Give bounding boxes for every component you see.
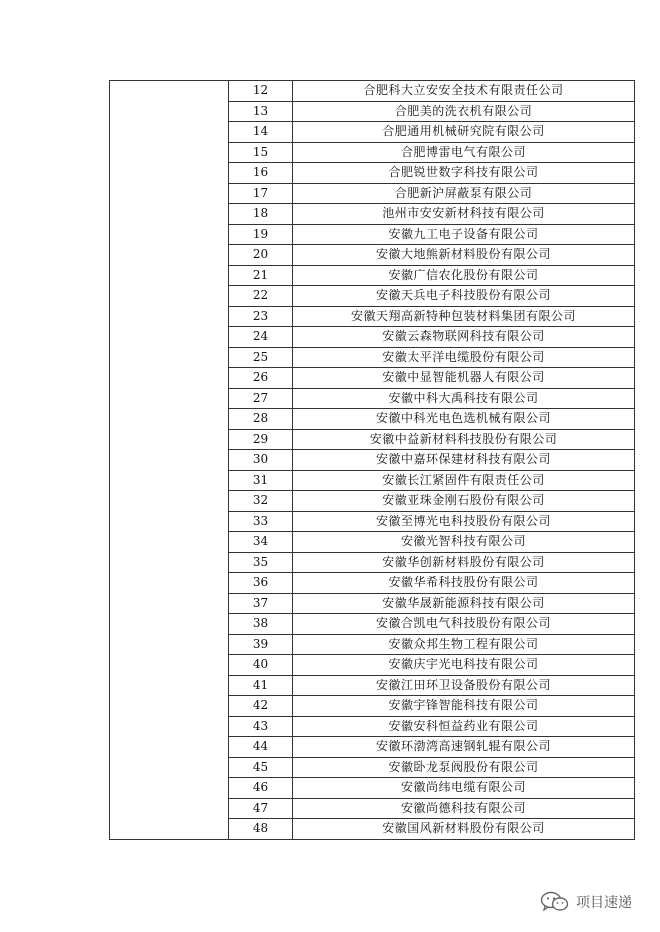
row-number: 19 — [229, 224, 293, 245]
row-number: 15 — [229, 142, 293, 163]
company-name: 安徽众邦生物工程有限公司 — [293, 634, 635, 655]
row-number: 23 — [229, 306, 293, 327]
row-number: 35 — [229, 552, 293, 573]
company-name: 安徽尚纬电缆有限公司 — [293, 778, 635, 799]
company-name: 安徽中科大禹科技有限公司 — [293, 388, 635, 409]
row-number: 34 — [229, 532, 293, 553]
row-number: 46 — [229, 778, 293, 799]
company-name: 安徽长江紧固件有限责任公司 — [293, 470, 635, 491]
row-number: 18 — [229, 204, 293, 225]
company-name: 安徽光智科技有限公司 — [293, 532, 635, 553]
company-name: 合肥新沪屏蔽泵有限公司 — [293, 183, 635, 204]
row-number: 16 — [229, 163, 293, 184]
row-number: 32 — [229, 491, 293, 512]
company-name: 安徽华希科技股份有限公司 — [293, 573, 635, 594]
row-number: 43 — [229, 716, 293, 737]
row-number: 44 — [229, 737, 293, 758]
company-name: 安徽国风新材料股份有限公司 — [293, 819, 635, 840]
company-name: 合肥锐世数字科技有限公司 — [293, 163, 635, 184]
company-name: 安徽江田环卫设备股份有限公司 — [293, 675, 635, 696]
row-number: 12 — [229, 81, 293, 102]
table-row — [110, 81, 635, 102]
row-number: 36 — [229, 573, 293, 594]
company-name: 安徽安科恒益药业有限公司 — [293, 716, 635, 737]
row-number: 21 — [229, 265, 293, 286]
table-body — [110, 81, 635, 840]
row-number: 27 — [229, 388, 293, 409]
company-table — [109, 80, 635, 840]
company-name: 安徽庆宇光电科技有限公司 — [293, 655, 635, 676]
row-number: 37 — [229, 593, 293, 614]
company-name: 安徽天翔高新特种包装材料集团有限公司 — [293, 306, 635, 327]
company-name: 安徽太平洋电缆股份有限公司 — [293, 347, 635, 368]
company-name: 安徽尚德科技有限公司 — [293, 798, 635, 819]
row-number: 38 — [229, 614, 293, 635]
company-name: 安徽九工电子设备有限公司 — [293, 224, 635, 245]
row-number: 24 — [229, 327, 293, 348]
company-name: 安徽华晟新能源科技有限公司 — [293, 593, 635, 614]
watermark — [540, 889, 632, 915]
row-number: 31 — [229, 470, 293, 491]
row-number: 39 — [229, 634, 293, 655]
company-name: 安徽华创新材料股份有限公司 — [293, 552, 635, 573]
row-number: 41 — [229, 675, 293, 696]
company-name: 安徽广信农化股份有限公司 — [293, 265, 635, 286]
company-name: 安徽中显智能机器人有限公司 — [293, 368, 635, 389]
company-name: 合肥科大立安安全技术有限责任公司 — [293, 81, 635, 102]
row-number: 17 — [229, 183, 293, 204]
row-number: 45 — [229, 757, 293, 778]
company-name: 安徽亚珠金刚石股份有限公司 — [293, 491, 635, 512]
row-number: 40 — [229, 655, 293, 676]
row-number: 26 — [229, 368, 293, 389]
company-name: 安徽宇锋智能科技有限公司 — [293, 696, 635, 717]
company-name: 安徽中益新材料科技股份有限公司 — [293, 429, 635, 450]
company-name: 安徽天兵电子科技股份有限公司 — [293, 286, 635, 307]
watermark-text: 项目速递 — [576, 895, 632, 911]
company-name: 安徽大地熊新材料股份有限公司 — [293, 245, 635, 266]
row-number: 47 — [229, 798, 293, 819]
row-number: 13 — [229, 101, 293, 122]
company-name: 池州市安安新材科技有限公司 — [293, 204, 635, 225]
company-name: 安徽环渤湾高速钢轧辊有限公司 — [293, 737, 635, 758]
company-name: 合肥通用机械研究院有限公司 — [293, 122, 635, 143]
row-number: 25 — [229, 347, 293, 368]
row-number: 33 — [229, 511, 293, 532]
category-cell — [110, 81, 229, 840]
wechat-icon — [540, 891, 570, 913]
row-number: 48 — [229, 819, 293, 840]
row-number: 29 — [229, 429, 293, 450]
row-number: 14 — [229, 122, 293, 143]
company-name: 安徽中科光电色选机械有限公司 — [293, 409, 635, 430]
company-name: 合肥博雷电气有限公司 — [293, 142, 635, 163]
row-number: 22 — [229, 286, 293, 307]
company-name: 安徽卧龙泵阀股份有限公司 — [293, 757, 635, 778]
company-name: 安徽中嘉环保建材科技有限公司 — [293, 450, 635, 471]
company-name: 安徽云森物联网科技有限公司 — [293, 327, 635, 348]
row-number: 42 — [229, 696, 293, 717]
company-name: 合肥美的洗衣机有限公司 — [293, 101, 635, 122]
row-number: 20 — [229, 245, 293, 266]
company-name: 安徽合凯电气科技股份有限公司 — [293, 614, 635, 635]
row-number: 30 — [229, 450, 293, 471]
company-name: 安徽至博光电科技股份有限公司 — [293, 511, 635, 532]
row-number: 28 — [229, 409, 293, 430]
